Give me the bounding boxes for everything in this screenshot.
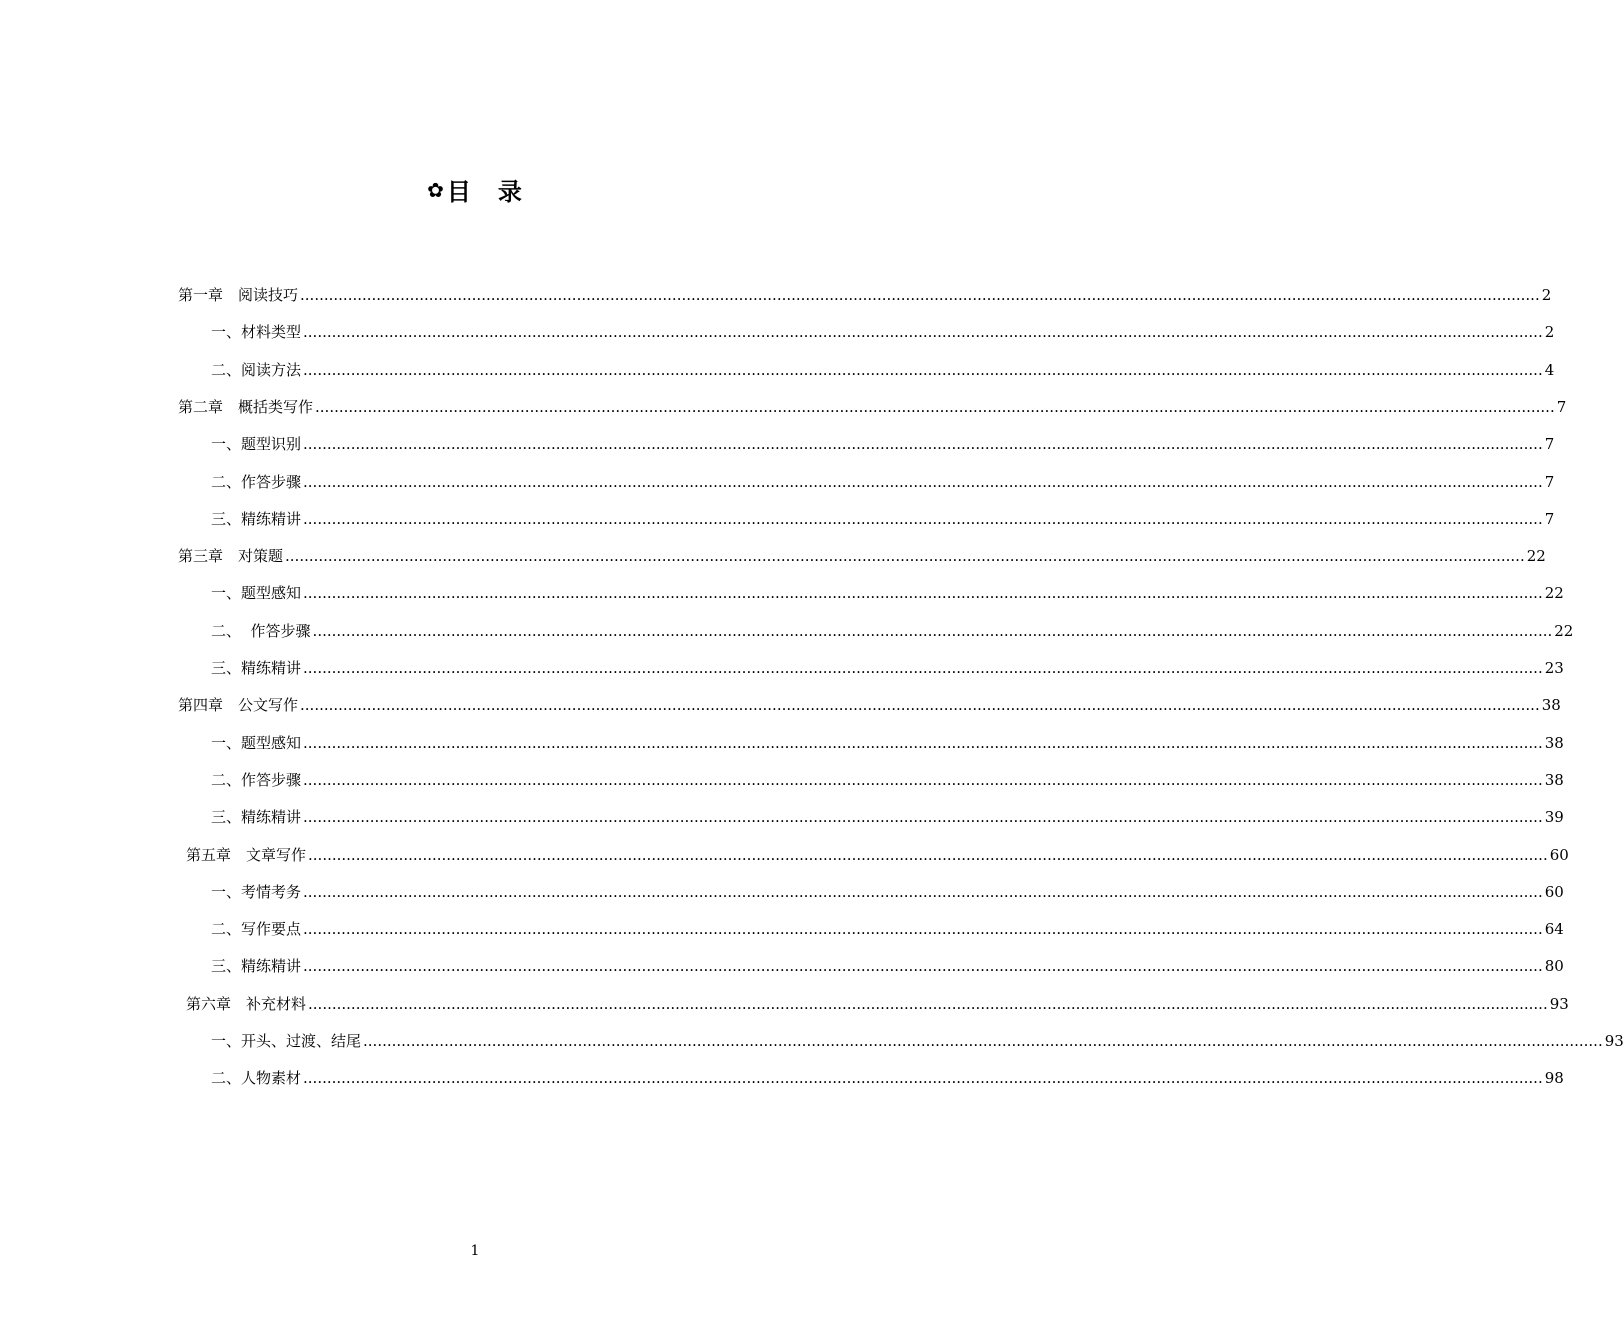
toc-entry-label: 一、材料类型 (211, 323, 302, 342)
toc-entry-page: 2 (1544, 323, 1555, 342)
toc-chapter-entry[interactable] (0, 843, 1569, 867)
page-number: 1 (470, 1243, 480, 1259)
toc-section-entry[interactable] (0, 432, 1555, 456)
dot-leader: .................................................................................................................................................................................................................................................................... (312, 621, 1553, 640)
toc-entry-label: 二、作答步骤 (211, 472, 302, 491)
toc-section-entry[interactable] (0, 768, 1564, 792)
toc-entry-page: 98 (1544, 1069, 1564, 1088)
dot-leader: .................................................................................................................................................................................................................................................................... (303, 584, 1543, 603)
toc-section-entry[interactable] (0, 470, 1555, 494)
toc-entry-label: 一、题型感知 (211, 733, 302, 752)
toc-entry-page: 38 (1544, 733, 1564, 752)
toc-section-entry[interactable] (0, 507, 1555, 531)
toc-chapter-entry[interactable] (0, 395, 1567, 419)
toc-entry-label: 二、写作要点 (211, 920, 302, 939)
toc-entry-page: 60 (1544, 882, 1564, 901)
toc-section-entry[interactable] (0, 656, 1564, 680)
toc-entry-label: 第六章 补充材料 (186, 994, 307, 1013)
toc-entry-page: 64 (1544, 920, 1564, 939)
toc-section-entry[interactable] (0, 358, 1555, 382)
toc-entry-page: 38 (1541, 696, 1561, 715)
toc-section-entry[interactable] (0, 880, 1564, 904)
toc-entry-page: 93 (1549, 994, 1569, 1013)
dot-leader: .................................................................................................................................................................................................................................................................... (303, 808, 1543, 827)
toc-entry-page: 23 (1544, 659, 1564, 677)
toc-section-entry[interactable] (0, 954, 1564, 978)
toc-entry-page: 39 (1544, 808, 1564, 827)
toc-entry-label: 二、人物素材 (211, 1069, 302, 1088)
dot-leader: .................................................................................................................................................................................................................................................................... (363, 1032, 1603, 1050)
toc-section-entry[interactable] (0, 1066, 1564, 1090)
dot-leader: .................................................................................................................................................................................................................................................................... (303, 1069, 1543, 1088)
toc-chapter-entry[interactable] (0, 544, 1546, 568)
toc-chapter-entry[interactable] (0, 283, 1552, 307)
dot-leader: .................................................................................................................................................................................................................................................................... (300, 286, 1540, 304)
toc-entry-page: 22 (1554, 621, 1574, 640)
toc-section-entry[interactable] (0, 917, 1564, 941)
toc-entry-page: 7 (1544, 472, 1555, 491)
toc-entry-page: 2 (1541, 286, 1552, 304)
toc-entry-label: 第三章 对策题 (178, 547, 284, 566)
dot-leader: .................................................................................................................................................................................................................................................................... (285, 547, 1525, 566)
toc-entry-label: 一、开头、过渡、结尾 (211, 1032, 362, 1050)
toc-chapter-entry[interactable] (0, 693, 1561, 717)
dot-leader: .................................................................................................................................................................................................................................................................... (303, 435, 1543, 454)
toc-section-entry[interactable] (0, 731, 1564, 755)
toc-entry-label: 三、精练精讲 (211, 957, 302, 976)
toc-entry-label: 二、 作答步骤 (211, 621, 311, 640)
dot-leader: .................................................................................................................................................................................................................................................................... (303, 323, 1543, 342)
toc-section-entry[interactable] (0, 805, 1564, 829)
dot-leader: .................................................................................................................................................................................................................................................................... (315, 397, 1555, 416)
toc-section-entry[interactable] (0, 581, 1564, 605)
dot-leader: .................................................................................................................................................................................................................................................................... (300, 696, 1540, 715)
dot-leader: .................................................................................................................................................................................................................................................................... (303, 733, 1543, 752)
toc-entry-page: 22 (1544, 584, 1564, 603)
dot-leader: .................................................................................................................................................................................................................................................................... (303, 770, 1543, 789)
toc-entry-label: 三、精练精讲 (211, 808, 302, 827)
toc-entry-page: 4 (1544, 360, 1555, 379)
dot-leader: .................................................................................................................................................................................................................................................................... (303, 509, 1543, 528)
toc-entry-label: 三、精练精讲 (211, 659, 302, 677)
toc-entry-label: 二、阅读方法 (211, 360, 302, 379)
toc-entry-label: 第五章 文章写作 (186, 845, 307, 864)
toc-chapter-entry[interactable] (0, 992, 1569, 1016)
title-char-2: 录 (497, 177, 523, 206)
dot-leader: .................................................................................................................................................................................................................................................................... (308, 845, 1548, 864)
toc-entry-label: 一、题型感知 (211, 584, 302, 603)
toc-entry-page: 60 (1549, 845, 1569, 864)
dot-leader: .................................................................................................................................................................................................................................................................... (303, 472, 1543, 491)
toc-entry-page: 80 (1544, 957, 1564, 976)
dot-leader: .................................................................................................................................................................................................................................................................... (303, 882, 1543, 901)
toc-entry-label: 三、精练精讲 (211, 509, 302, 528)
flower-icon: ✿ (427, 177, 445, 202)
toc-entry-label: 一、题型识别 (211, 435, 302, 454)
toc-entry-page: 38 (1544, 770, 1564, 789)
toc-entry-page: 7 (1544, 509, 1555, 528)
dot-leader: .................................................................................................................................................................................................................................................................... (303, 659, 1543, 677)
toc-section-entry[interactable] (0, 619, 1574, 643)
toc-entry-page: 7 (1556, 397, 1567, 416)
dot-leader: .................................................................................................................................................................................................................................................................... (303, 957, 1543, 976)
title-char-1: 目 (446, 177, 472, 206)
toc-entry-label: 一、考情考务 (211, 882, 302, 901)
toc-entry-label: 第四章 公文写作 (178, 696, 299, 715)
toc-entry-label: 二、作答步骤 (211, 770, 302, 789)
dot-leader: .................................................................................................................................................................................................................................................................... (303, 360, 1543, 379)
dot-leader: .................................................................................................................................................................................................................................................................... (308, 994, 1548, 1013)
toc-section-entry[interactable] (0, 1029, 1624, 1053)
toc-entry-label: 第二章 概括类写作 (178, 397, 314, 416)
page-title (0, 172, 950, 207)
dot-leader: .................................................................................................................................................................................................................................................................... (303, 920, 1543, 939)
toc-entry-label: 第一章 阅读技巧 (178, 286, 299, 304)
toc-entry-page: 22 (1526, 547, 1546, 566)
toc-entry-page: 93 (1604, 1032, 1624, 1050)
toc-entry-page: 7 (1544, 435, 1555, 454)
toc-section-entry[interactable] (0, 320, 1555, 344)
